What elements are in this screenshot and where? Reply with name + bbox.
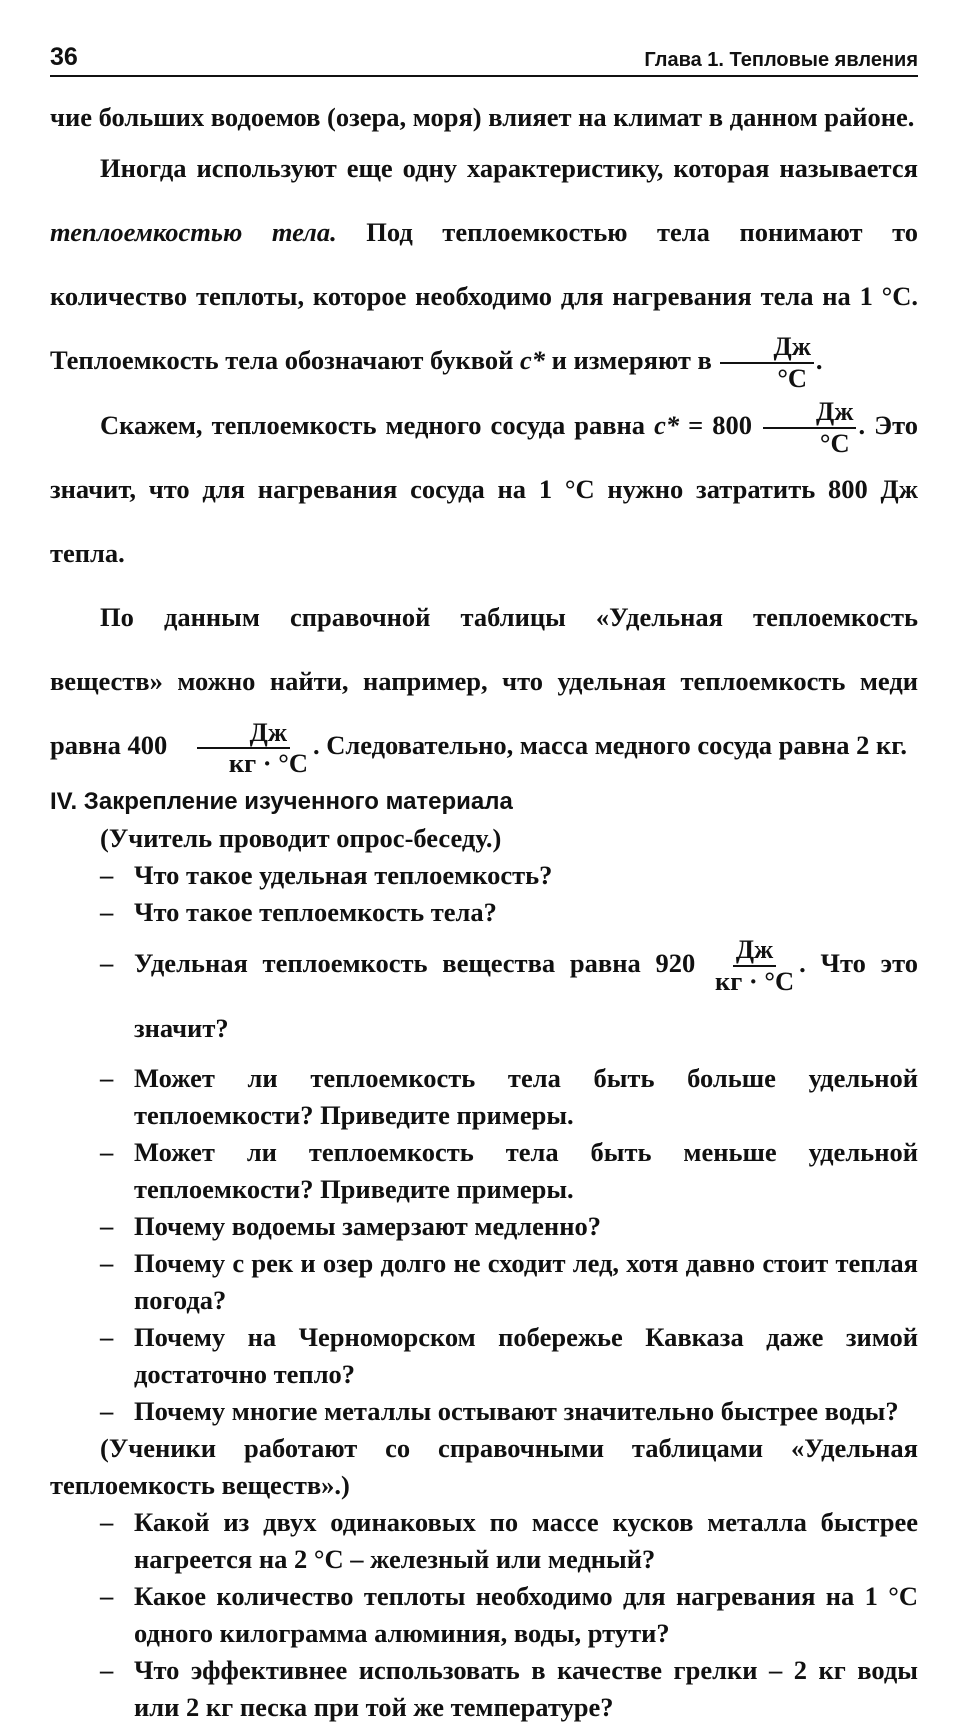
paragraph-heat-capacity-definition: Иногда используют еще одну характеристику, которая называется теплоемкостью тела. Под теплоемкостью тела понимают то количество теплоты, которое необходимо для нагревания тела на 1 °С. Теплоемкость тела обозначают буквой c* и измеряют в $\frac{Дж}{^\circ С}$ . — [50, 153, 918, 393]
teacher-note: (Учитель проводит опрос-беседу.) — [100, 823, 502, 854]
list-item: – Какое количество теплоты необходимо для нагревания на 1 °С одного килограмма алюминия, воды, ртути? — [100, 1580, 918, 1648]
term-heat-capacity: теплоемкостью тела. — [50, 217, 337, 247]
section-heading: IV. Закрепление изученного материала — [50, 788, 513, 816]
unit-fraction: $\frac{Дж}{^\circ С}$ — [763, 398, 856, 458]
list-item: – Что эффективнее использовать в качестве грелки – 2 кг воды или 2 кг песка при той же температуре? — [100, 1654, 918, 1722]
paragraph-climate: чие больших водоемов (озера, моря) влияет на климат в данном районе. — [50, 102, 915, 132]
page-number: 36 — [50, 43, 78, 71]
chapter-title: Глава 1. Тепловые явления — [644, 49, 918, 71]
unit-fraction: $\frac{Дж}{кг \cdot ^\circ С}$ — [714, 934, 795, 997]
list-item: – Почему водоемы замерзают медленно? — [100, 1210, 601, 1241]
students-note: (Ученики работают со справочными таблицами «Удельная теплоемкость веществ».) — [50, 1432, 918, 1500]
question-list-2 — [50, 1504, 918, 1726]
list-item: – Удельная теплоемкость вещества равна 920 $\frac{Дж}{кг \cdot ^\circ С}$ . Что это значит? — [100, 934, 918, 1043]
unit-fraction: $\frac{Дж}{кг \cdot ^\circ С}$ — [176, 719, 311, 779]
list-item: – Почему многие металлы остывают значительно быстрее воды? — [100, 1395, 899, 1426]
page-body — [50, 99, 918, 1726]
list-item: – Что такое теплоемкость тела? — [100, 897, 497, 928]
paragraph-copper-vessel: Скажем, теплоемкость медного сосуда равна c* = 800 $\frac{Дж}{^\circ С}$ . Это значит, что для нагревания сосуда на 1 °С нужно затратить 800 Дж тепла. — [50, 395, 918, 569]
paragraph-reference-table: По данным справочной таблицы «Удельная теплоемкость веществ» можно найти, например, что удельная теплоемкость меди равна 400 $\frac{Дж}{кг \cdot ^\circ С}$ . Следовательно, масса медного сосуда равна 2 кг. — [50, 602, 918, 779]
list-item: – Какой из двух одинаковых по массе кусков металла быстрее нагреется на 2 °С – железный или медный? — [100, 1506, 918, 1574]
list-item: – Почему с рек и озер долго не сходит лед, хотя давно стоит теплая погода? — [100, 1247, 918, 1315]
list-item: – Что такое удельная теплоемкость? — [100, 860, 553, 891]
book-page — [50, 36, 918, 1726]
list-item: – Может ли теплоемкость тела быть больше удельной теплоемкости? Приведите примеры. — [100, 1062, 918, 1130]
unit-fraction: $\frac{Дж}{^\circ С}$ — [720, 333, 813, 393]
list-item: – Почему на Черноморском побережье Кавказа даже зимой достаточно тепло? — [100, 1321, 918, 1389]
list-item: – Может ли теплоемкость тела быть меньше удельной теплоемкости? Приведите примеры. — [100, 1136, 918, 1204]
question-list — [50, 857, 918, 1430]
running-header — [50, 36, 918, 77]
